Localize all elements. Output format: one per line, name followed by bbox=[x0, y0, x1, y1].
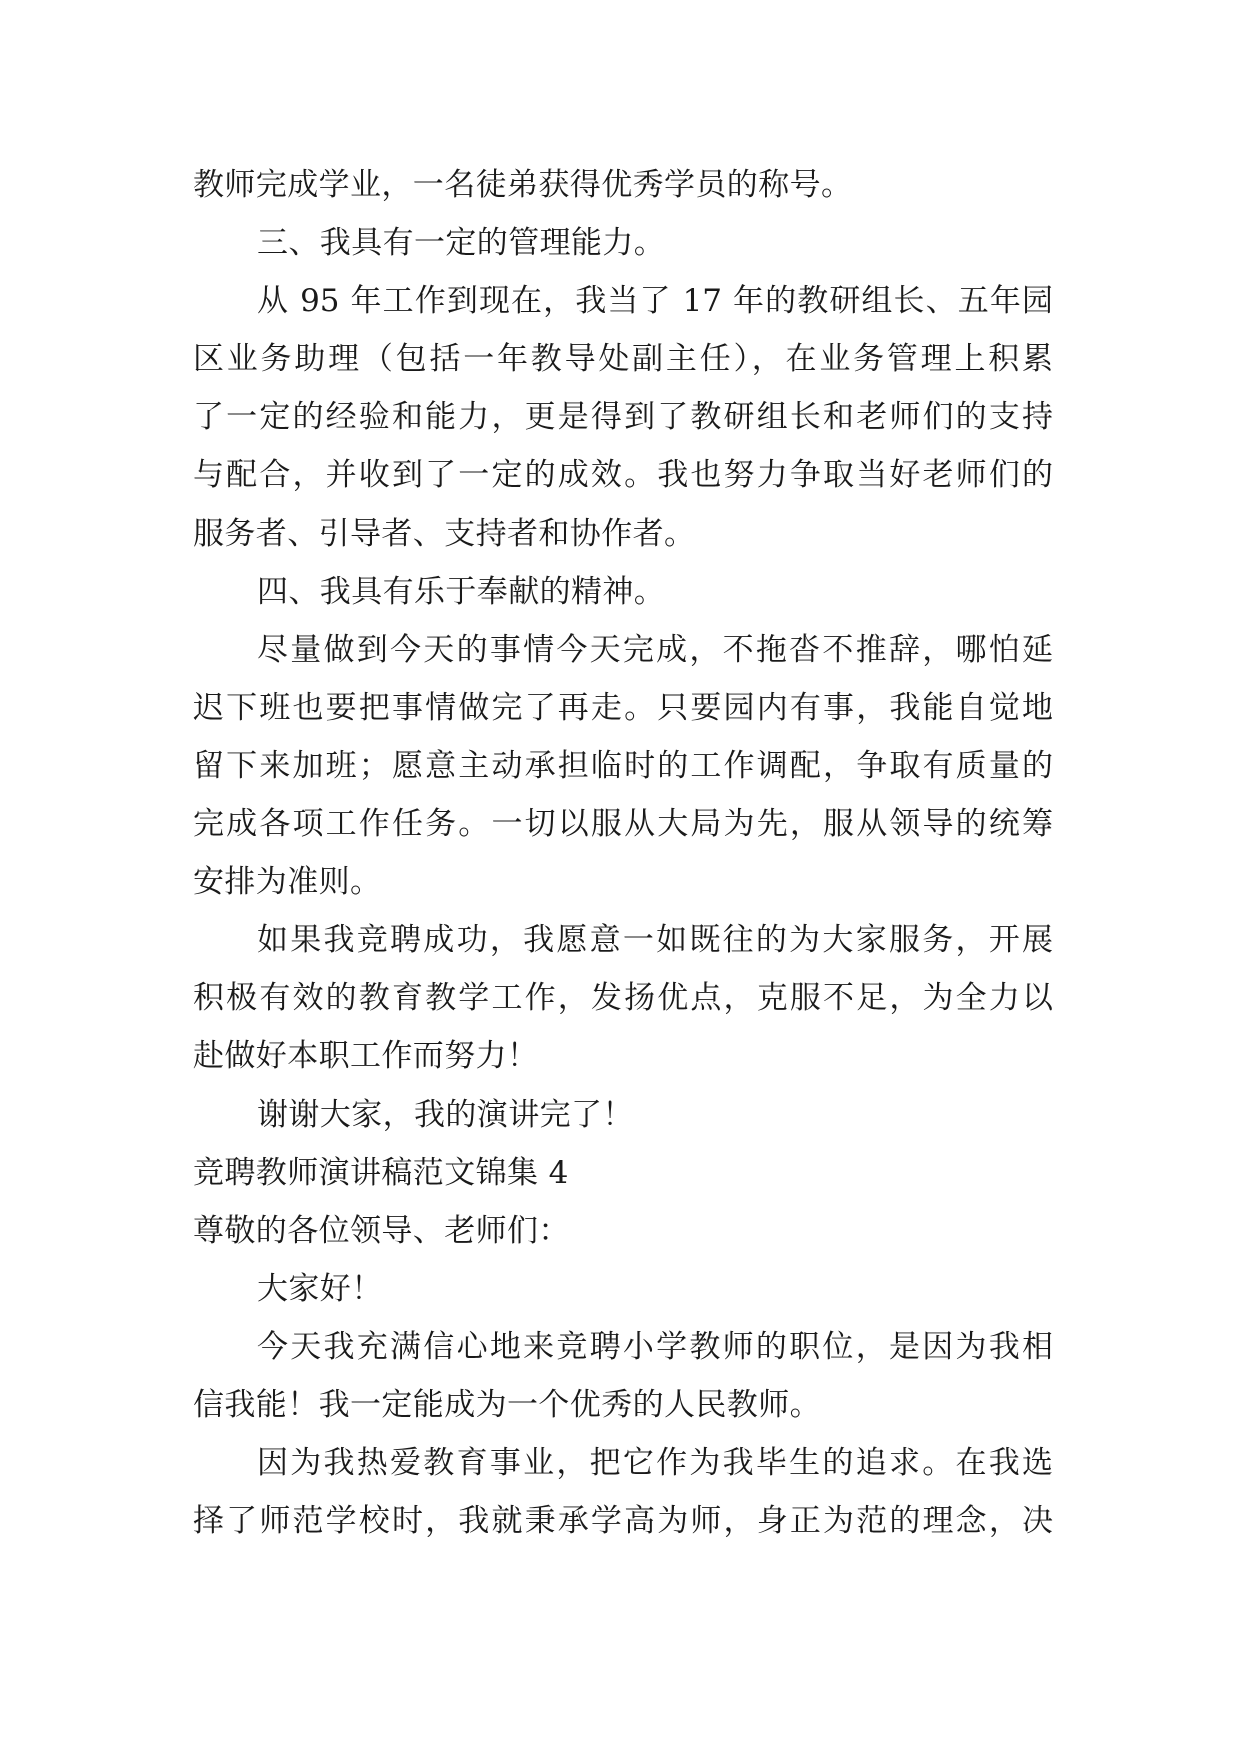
greeting: 大家好！ bbox=[257, 1270, 383, 1307]
salutation: 尊敬的各位领导、老师们： bbox=[193, 1212, 570, 1249]
section-heading: 三、我具有一定的管理能力。 bbox=[257, 225, 666, 262]
text-line: 区业务助理（包括一年教导处副主任），在业务管理上积累 bbox=[193, 341, 1053, 378]
text-line: 完成各项工作任务。一切以服从大局为先，服从领导的统筹 bbox=[193, 806, 1053, 843]
text-line: 安排为准则。 bbox=[193, 864, 382, 901]
text-line: 如果我竞聘成功，我愿意一如既往的为大家服务，开展 bbox=[257, 922, 1053, 959]
text-line: 尽量做到今天的事情今天完成，不拖沓不推辞，哪怕延 bbox=[257, 631, 1053, 668]
text-line: 从 95 年工作到现在，我当了 17 年的教研组长、五年园 bbox=[257, 283, 1053, 320]
text-line: 谢谢大家，我的演讲完了！ bbox=[257, 1096, 634, 1133]
article-title: 竞聘教师演讲稿范文锦集 4 bbox=[193, 1154, 569, 1191]
text-line: 服务者、引导者、支持者和协作者。 bbox=[193, 515, 696, 552]
text-line: 今天我充满信心地来竞聘小学教师的职位，是因为我相 bbox=[257, 1328, 1053, 1365]
text-line: 赴做好本职工作而努力！ bbox=[193, 1038, 539, 1075]
text-line: 教师完成学业，一名徒弟获得优秀学员的称号。 bbox=[193, 167, 853, 203]
text-line: 因为我热爱教育事业，把它作为我毕生的追求。在我选 bbox=[257, 1445, 1053, 1482]
text-line: 与配合，并收到了一定的成效。我也努力争取当好老师们的 bbox=[193, 457, 1053, 494]
text-line: 留下来加班；愿意主动承担临时的工作调配，争取有质量的 bbox=[193, 747, 1053, 784]
text-line: 迟下班也要把事情做完了再走。只要园内有事，我能自觉地 bbox=[193, 689, 1053, 726]
text-line: 积极有效的教育教学工作，发扬优点，克服不足，为全力以 bbox=[193, 980, 1053, 1017]
text-line: 信我能！我一定能成为一个优秀的人民教师。 bbox=[193, 1386, 821, 1423]
section-heading: 四、我具有乐于奉献的精神。 bbox=[257, 573, 666, 610]
document-body bbox=[193, 156, 1053, 1550]
text-line: 了一定的经验和能力，更是得到了教研组长和老师们的支持 bbox=[193, 399, 1053, 436]
text-line: 择了师范学校时，我就秉承学高为师，身正为范的理念，决 bbox=[193, 1503, 1053, 1540]
